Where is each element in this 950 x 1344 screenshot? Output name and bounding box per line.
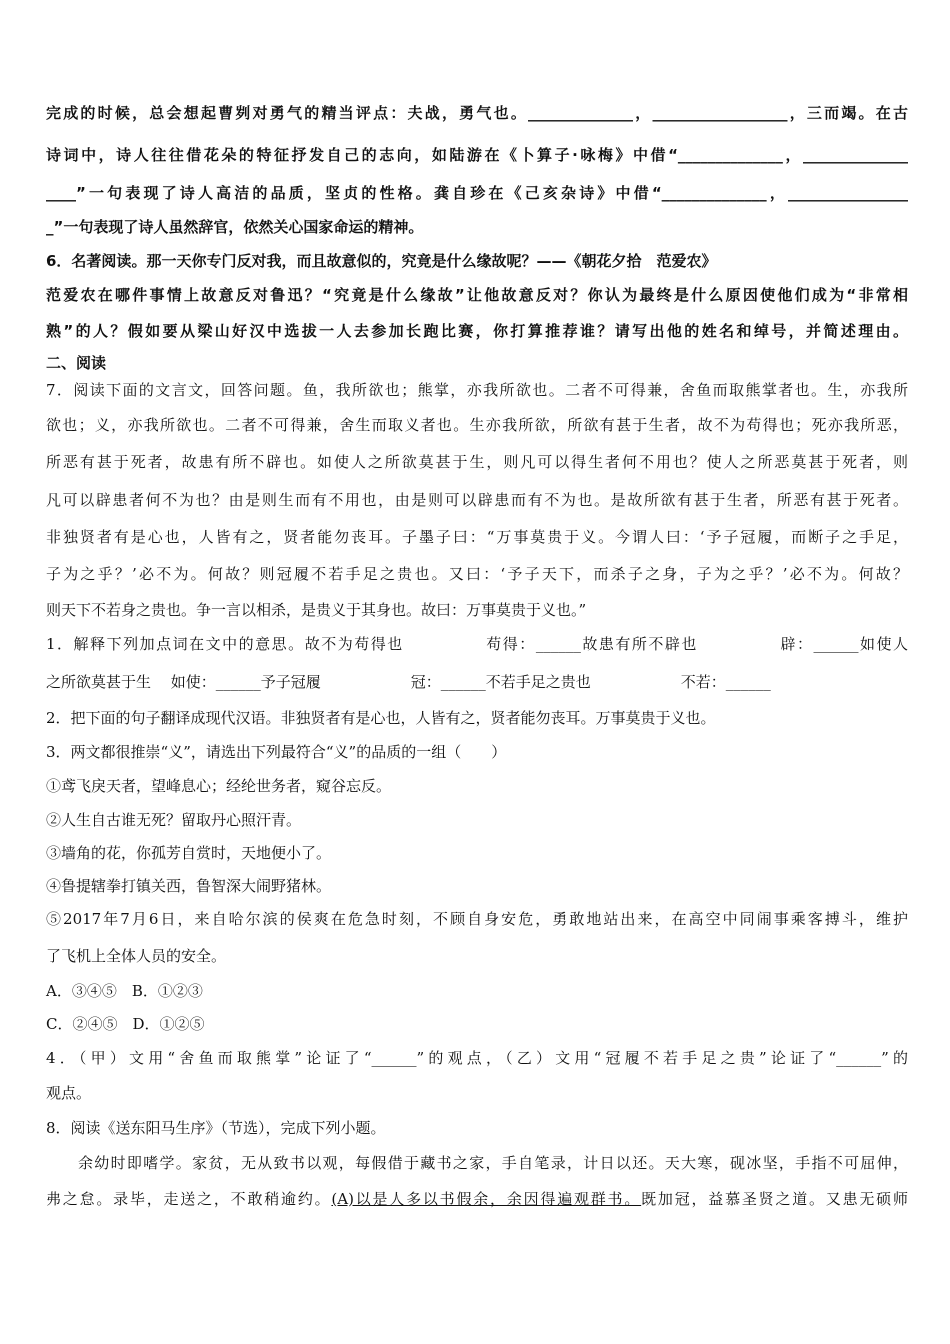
- question-6-text: 范爱农在哪件事情上故意反对鲁迅？“究竟是什么缘故”让他故意反对？你认为最终是什么原因使他们成为“非常相: [46, 286, 908, 304]
- option-item: 了飞机上全体人员的安全。: [46, 947, 227, 965]
- text-line: 完成的时候，总会想起曹刿对勇气的精当评点：夫战，勇气也。______________，__________________，三而竭。在古: [46, 104, 908, 122]
- question-7-passage: 欲也；义，亦我所欲也。二者不可得兼，舍生而取义者也。生亦我所欲，所欲有甚于生者，故不为苟得也；死亦我所恶，: [46, 416, 908, 434]
- question-7-passage: 子为之乎？’必不为。何故？则冠履不若手足之贵也。又曰：‘予子天下，而杀子之身，子为之乎？’必不为。何故？: [46, 565, 908, 583]
- underlined-sentence-a: (A)以是人多以书假余，余因得遍观群书。: [331, 1190, 642, 1208]
- question-8-passage: 余幼时即嗜学。家贫，无从致书以观，每假借于藏书之家，手自笔录，计日以还。天大寒，砚冰坚，手指不可屈伸，: [78, 1154, 908, 1172]
- question-7-passage: 则天下不若身之贵也。争一言以相杀，是贵义于其身也。故曰：万事莫贵于义也。”: [46, 601, 587, 619]
- question-8-passage: [46, 1189, 908, 1209]
- question-6-title: 6．名著阅读。那一天你专门反对我，而且故意似的，究竟是什么缘故呢？——《朝花夕拾 范爱农》: [46, 252, 717, 270]
- text-line: 诗词中，诗人往往借花朵的特征抒发自己的志向，如陆游在《卜算子·咏梅》中借“______________，______________: [46, 146, 908, 164]
- option-item: ⑤2017年7月6日，来自哈尔滨的侯爽在危急时刻，不顾自身安危，勇敢地站出来，在高空中同闹事乘客搏斗，维护: [46, 910, 908, 928]
- question-7-passage: 非独贤者有是心也，人皆有之，贤者能勿丧耳。子墨子曰：“万事莫贵于义。今谓人曰：‘予子冠履，而断子之手足，: [46, 528, 908, 546]
- option-item: ①鸢飞戾天者，望峰息心；经纶世务者，窥谷忘反。: [46, 777, 392, 795]
- option-item: ②人生自古谁无死？留取丹心照汗青。: [46, 811, 302, 829]
- option-item: ④鲁提辖拳打镇关西，鲁智深大闹野猪林。: [46, 877, 332, 895]
- sub-question-4: 观点。: [46, 1084, 92, 1102]
- section-heading-reading: 二、阅读: [46, 354, 107, 372]
- sub-question-4: 4．（甲）文用“舍鱼而取熊掌”论证了“______”的观点，（乙）文用“冠履不若手足之贵”论证了“______”的: [46, 1049, 908, 1067]
- sub-question-1: 之所欲莫甚于生 如使：______予子冠履 冠：______不若手足之贵也 不若：______: [46, 673, 771, 691]
- sub-question-3: 3．两文都很推崇“义”，请选出下列最符合“义”的品质的一组（ ）: [46, 743, 507, 761]
- question-7-passage: 所恶有甚于死者，故患有所不辟也。如使人之所欲莫甚于生，则凡可以得生者何不用也？使人之所恶莫甚于死者，则: [46, 453, 908, 471]
- question-8-title: 8．阅读《送东阳马生序》（节选），完成下列小题。: [46, 1119, 386, 1137]
- sub-question-2: 2．把下面的句子翻译成现代汉语。非独贤者有是心也，人皆有之，贤者能勿丧耳。万事莫贵于义也。: [46, 709, 716, 727]
- option-item: ③墙角的花，你孤芳自赏时，天地便小了。: [46, 844, 332, 862]
- passage-text: 弗之怠。录毕，走送之，不敢稍逾约。: [46, 1190, 332, 1208]
- text-line: ____”一句表现了诗人高洁的品质，坚贞的性格。龚自珍在《己亥杂诗》中借“______________，________________: [46, 184, 908, 202]
- question-6-text: 熟”的人？假如要从梁山好汉中选拔一人去参加长跑比赛，你打算推荐谁？请写出他的姓名和绰号，并简述理由。: [46, 322, 908, 340]
- text-line: _”一句表现了诗人虽然辞官，依然关心国家命运的精神。: [46, 218, 424, 236]
- question-7-passage: 凡可以辟患者何不为也？由是则生而有不用也，由是则可以辟患而有不为也。是故所欲有甚于生者，所恶有甚于死者。: [46, 491, 908, 509]
- answer-choices: C．②④⑤ D．①②⑤: [46, 1015, 205, 1033]
- question-7-passage: 7．阅读下面的文言文，回答问题。鱼，我所欲也；熊掌，亦我所欲也。二者不可得兼，舍鱼而取熊掌者也。生，亦我所: [46, 381, 908, 399]
- sub-question-1: 1．解释下列加点词在文中的意思。故不为苟得也 苟得：______故患有所不辟也 辟：______如使人: [46, 635, 908, 653]
- passage-text: 既加冠，益慕圣贤之道。又患无硕师: [641, 1190, 908, 1208]
- answer-choices: A．③④⑤ B．①②③: [46, 982, 203, 1000]
